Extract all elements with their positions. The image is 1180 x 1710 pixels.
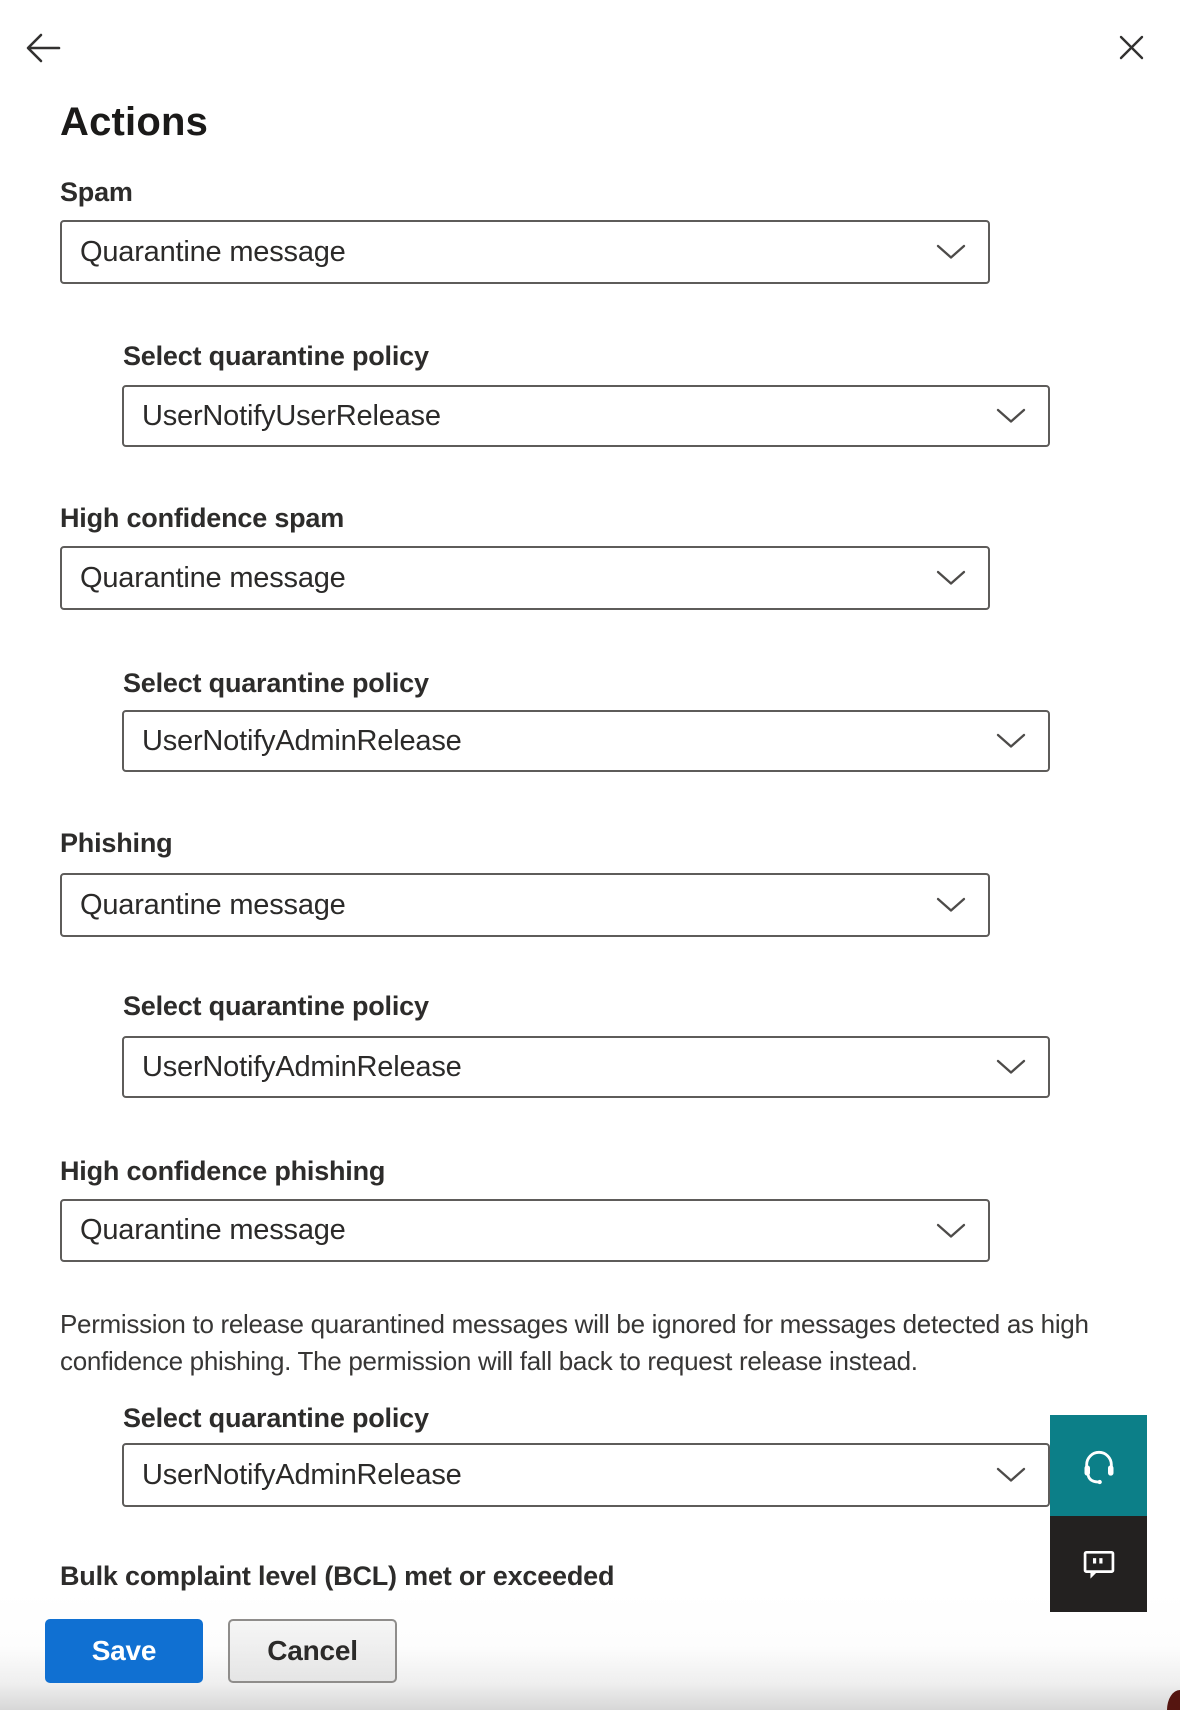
back-button[interactable] (20, 25, 66, 71)
spam-action-value: Quarantine message (80, 235, 346, 268)
high-confidence-spam-quarantine-policy-value: UserNotifyAdminRelease (142, 724, 462, 757)
chevron-down-icon (996, 1467, 1026, 1483)
phishing-action-value: Quarantine message (80, 888, 346, 921)
high-confidence-phishing-quarantine-policy-label: Select quarantine policy (123, 1403, 429, 1433)
high-confidence-spam-action-dropdown[interactable] (60, 546, 990, 610)
cancel-button[interactable]: Cancel (228, 1619, 397, 1683)
close-x-icon (1118, 34, 1145, 61)
high-confidence-phishing-action-value: Quarantine message (80, 1214, 346, 1246)
phishing-label: Phishing (60, 828, 173, 858)
arrow-left-icon (24, 31, 62, 65)
high-confidence-phishing-quarantine-policy-value: UserNotifyAdminRelease (142, 1458, 462, 1491)
high-confidence-spam-label: High confidence spam (60, 503, 345, 533)
close-button[interactable] (1108, 24, 1154, 70)
phishing-action-dropdown[interactable] (60, 873, 990, 937)
phishing-quarantine-policy-dropdown[interactable] (122, 1036, 1050, 1098)
spam-quarantine-policy-value: UserNotifyUserRelease (142, 399, 441, 432)
bulk-complaint-level-label: Bulk complaint level (BCL) met or exceeded (60, 1561, 615, 1591)
chevron-down-icon (996, 1059, 1026, 1075)
high-confidence-phishing-label: High confidence phishing (60, 1156, 386, 1186)
spam-quarantine-policy-dropdown[interactable] (122, 385, 1050, 447)
phishing-quarantine-policy-value: UserNotifyAdminRelease (142, 1050, 462, 1083)
chevron-down-icon (936, 570, 966, 586)
high-confidence-spam-quarantine-policy-dropdown[interactable] (122, 710, 1050, 772)
support-button[interactable] (1050, 1415, 1147, 1516)
high-confidence-phishing-action-dropdown[interactable] (60, 1199, 990, 1262)
spam-action-dropdown[interactable] (60, 220, 990, 284)
headset-icon (1079, 1446, 1119, 1486)
high-confidence-spam-action-value: Quarantine message (80, 561, 346, 594)
page-title: Actions (60, 100, 209, 144)
chevron-down-icon (996, 408, 1026, 424)
high-confidence-spam-quarantine-policy-label: Select quarantine policy (123, 668, 429, 698)
high-confidence-phishing-quarantine-policy-dropdown[interactable] (122, 1443, 1050, 1507)
chevron-down-icon (996, 733, 1026, 749)
phishing-quarantine-policy-label: Select quarantine policy (123, 991, 429, 1021)
save-button[interactable]: Save (45, 1619, 203, 1683)
feedback-button[interactable] (1050, 1516, 1147, 1612)
spam-quarantine-policy-label: Select quarantine policy (123, 341, 429, 371)
chevron-down-icon (936, 1223, 966, 1239)
chevron-down-icon (936, 244, 966, 260)
chevron-down-icon (936, 897, 966, 913)
spam-label: Spam (60, 177, 133, 207)
high-confidence-phishing-note: Permission to release quarantined messages will be ignored for messages detected as high confidence phishing. The permission will fall back to request release instead. (60, 1309, 1089, 1376)
chat-icon (1080, 1545, 1118, 1583)
